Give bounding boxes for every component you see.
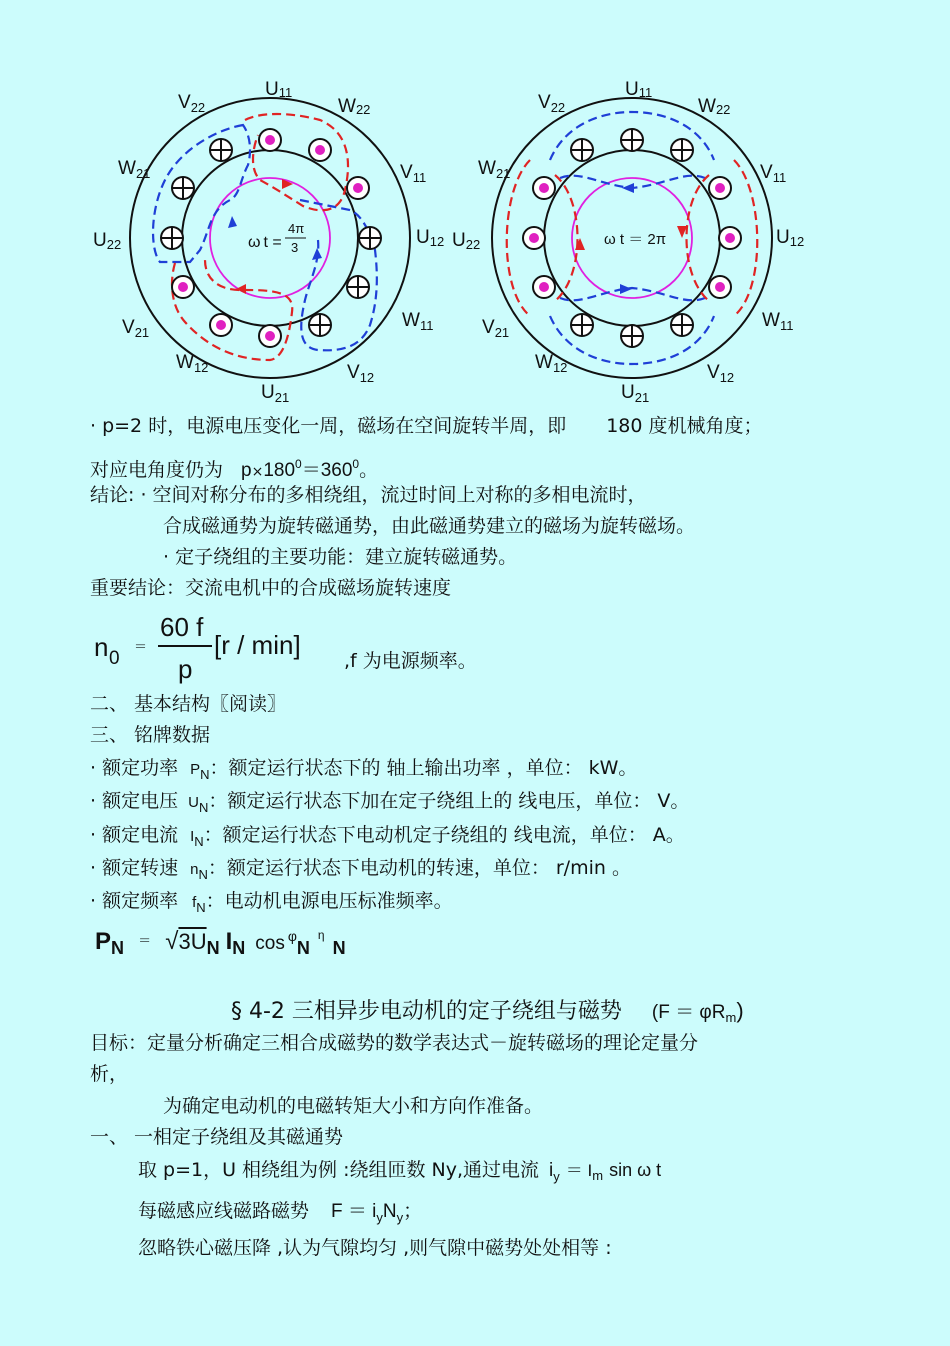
conclusion-line-1: 结论: · 空间对称分布的多相绕组，流过时间上对称的多相电流时， bbox=[90, 484, 647, 506]
formula-power: $P_N = √3U_N$ $I_N$ cos $^\varphi_N^\eta_N$ bbox=[95, 928, 346, 958]
line-p2-angle: 180 度机械角度； bbox=[606, 415, 763, 437]
rating-frequency: · 额定频率 $f_N$：电动机电源电压标准频率。 bbox=[90, 890, 453, 915]
label-V12: $V_{12}$ bbox=[707, 362, 735, 385]
label-W22: W22 bbox=[338, 96, 371, 117]
slot-dot bbox=[259, 129, 281, 151]
slot-dot bbox=[709, 177, 731, 199]
label-V21: $V_{21}$ bbox=[122, 317, 150, 340]
fraction-numerator: 4π bbox=[288, 221, 305, 236]
label-W21: $W_{21}$ bbox=[478, 158, 511, 181]
slot-cross bbox=[309, 314, 331, 336]
fraction-denominator: p bbox=[178, 654, 193, 684]
label-V11: $V_{11}$ bbox=[400, 162, 427, 185]
slot-dot bbox=[709, 276, 731, 298]
conclusion-line-3: · 定子绕组的主要功能：建立旋转磁通势。 bbox=[163, 546, 518, 568]
goal-line-1: 目标：定量分析确定三相合成磁势的数学表达式－旋转磁场的理论定量分 bbox=[90, 1032, 699, 1054]
heading-formula: (F ＝ φR bbox=[651, 1002, 726, 1023]
stator-diagram-left bbox=[93, 79, 444, 405]
omega-t-formula: ω t ＝ 2π bbox=[604, 231, 667, 248]
label-U21: $U_{21}$ bbox=[621, 382, 650, 405]
goal-line-2: 析， bbox=[90, 1063, 129, 1085]
rating-speed: · 额定转速 $n_N$：额定运行状态下电动机的转速，单位： r/min 。 bbox=[90, 857, 631, 882]
line-p2 bbox=[90, 414, 763, 438]
fraction-denominator: 3 bbox=[291, 240, 299, 255]
slot-cross bbox=[172, 177, 194, 199]
sub-m: m bbox=[725, 1010, 737, 1025]
slot-dot bbox=[719, 227, 741, 249]
section-heading bbox=[231, 994, 744, 1025]
label-U11: U11 bbox=[625, 79, 653, 100]
fraction-bar bbox=[158, 645, 212, 647]
slot-cross bbox=[161, 227, 183, 249]
sup-degree: 0 bbox=[352, 457, 360, 471]
slot-cross bbox=[671, 314, 693, 336]
rating-voltage: · 额定电压 $U_N$：额定运行状态下加在定子绕组上的 线电压，单位： V。 bbox=[90, 790, 690, 815]
stator-diagram-right bbox=[452, 79, 804, 405]
omega-t-formula: ω t = bbox=[248, 234, 282, 251]
slot-cross bbox=[621, 129, 643, 151]
sym-p: p bbox=[241, 460, 252, 481]
slot-dot bbox=[523, 227, 545, 249]
slot-dot bbox=[533, 276, 555, 298]
label-U21: $U_{21}$ bbox=[261, 382, 290, 405]
sup-degree: 0 bbox=[295, 457, 302, 471]
slot-dot bbox=[172, 276, 194, 298]
section-nameplate: 三、 铭牌数据 bbox=[90, 724, 211, 746]
label-V22: $V_{22}$ bbox=[538, 92, 566, 115]
stator-diagrams bbox=[0, 0, 950, 410]
label-W21: $W_{21}$ bbox=[118, 158, 151, 181]
slot-cross bbox=[347, 276, 369, 298]
slot-dot bbox=[259, 325, 281, 347]
label-U22: U22 bbox=[452, 230, 481, 252]
flux-arrow bbox=[622, 183, 634, 193]
goal-line-3: 为确定电动机的电磁转矩大小和方向作准备。 bbox=[163, 1095, 544, 1117]
slot-cross bbox=[571, 314, 593, 336]
line-electric-angle-text: 对应电角度仍为 bbox=[90, 459, 224, 481]
text-mmf: 每磁感应线磁路磁势 $F = i_yN_y$； bbox=[138, 1200, 423, 1225]
label-V11: $V_{11}$ bbox=[760, 162, 787, 185]
unit-rpm: [r / min] bbox=[214, 630, 301, 660]
line-p2-text: · p=2 时，电源电压变化一周，磁场在空间旋转半周，即 bbox=[90, 415, 567, 437]
sym-times: × bbox=[251, 464, 264, 480]
flux-arrow bbox=[236, 284, 246, 294]
flux-arrow bbox=[677, 226, 687, 238]
text-current: 取 p=1，U 相绕组为例 :绕组匝数 Ny,通过电流 $i_y = I_m$ sin ω t bbox=[138, 1159, 662, 1184]
slot-cross bbox=[571, 139, 593, 161]
label-W12: $W_{12}$ bbox=[176, 352, 209, 375]
flux-arrow bbox=[312, 248, 322, 260]
sym-n: n bbox=[94, 632, 109, 662]
slot-cross bbox=[359, 227, 381, 249]
slot-cross bbox=[621, 325, 643, 347]
line-electric-angle bbox=[90, 452, 378, 484]
label-V21: $V_{21}$ bbox=[482, 317, 510, 340]
label-W22: W22 bbox=[698, 96, 731, 117]
text-airgap: 忽略铁心磁压降 ,认为气隙均匀 ,则气隙中磁势处处相等 : bbox=[138, 1237, 612, 1259]
section-one-phase: 一、 一相定子绕组及其磁通势 bbox=[90, 1126, 344, 1148]
period: 。 bbox=[359, 459, 379, 481]
important-conclusion: 重要结论：交流电机中的合成磁场旋转速度 bbox=[90, 577, 452, 599]
label-V22: $V_{22}$ bbox=[178, 92, 206, 115]
section-title: § 4-2 三相异步电动机的定子绕组与磁势 bbox=[231, 999, 622, 1024]
label-W12: $W_{12}$ bbox=[535, 352, 568, 375]
slot-dot bbox=[533, 177, 555, 199]
sym-eq: ＝ bbox=[134, 640, 148, 655]
label-W11: $W_{11}$ bbox=[762, 310, 794, 333]
rating-current: · 额定电流 $I_N$：额定运行状态下电动机定子绕组的 线电流，单位： A。 bbox=[90, 824, 685, 849]
flux-arrow bbox=[228, 216, 237, 228]
label-V12: $V_{12}$ bbox=[347, 362, 375, 385]
flux-arrow bbox=[620, 284, 632, 294]
fraction-numerator: 60 f bbox=[160, 612, 204, 642]
label-U11: U11 bbox=[265, 79, 293, 100]
label-U12: U12 bbox=[416, 227, 445, 249]
formula-n0 bbox=[94, 612, 554, 688]
slot-dot bbox=[309, 139, 331, 161]
paren-close: ) bbox=[736, 998, 744, 1023]
frequency-note: ,f 为电源频率。 bbox=[344, 650, 477, 672]
val-360: ＝360 bbox=[301, 460, 353, 481]
label-U22: U22 bbox=[93, 230, 122, 252]
label-W11: $W_{11}$ bbox=[402, 310, 434, 333]
label-U12: U12 bbox=[776, 227, 805, 249]
slot-dot bbox=[210, 314, 232, 336]
val-180: 180 bbox=[263, 460, 296, 481]
slot-dot bbox=[347, 177, 369, 199]
slot-cross bbox=[210, 139, 232, 161]
sub-0: 0 bbox=[109, 648, 120, 669]
slot-cross bbox=[671, 139, 693, 161]
conclusion-line-2: 合成磁通势为旋转磁通势，由此磁通势建立的磁场为旋转磁场。 bbox=[163, 515, 696, 537]
section-basic-structure: 二、 基本结构〖阅读〗 bbox=[90, 693, 287, 715]
rating-power: · 额定功率 $P_N$：额定运行状态下的 轴上输出功率 ，单位： kW。 bbox=[90, 757, 638, 782]
